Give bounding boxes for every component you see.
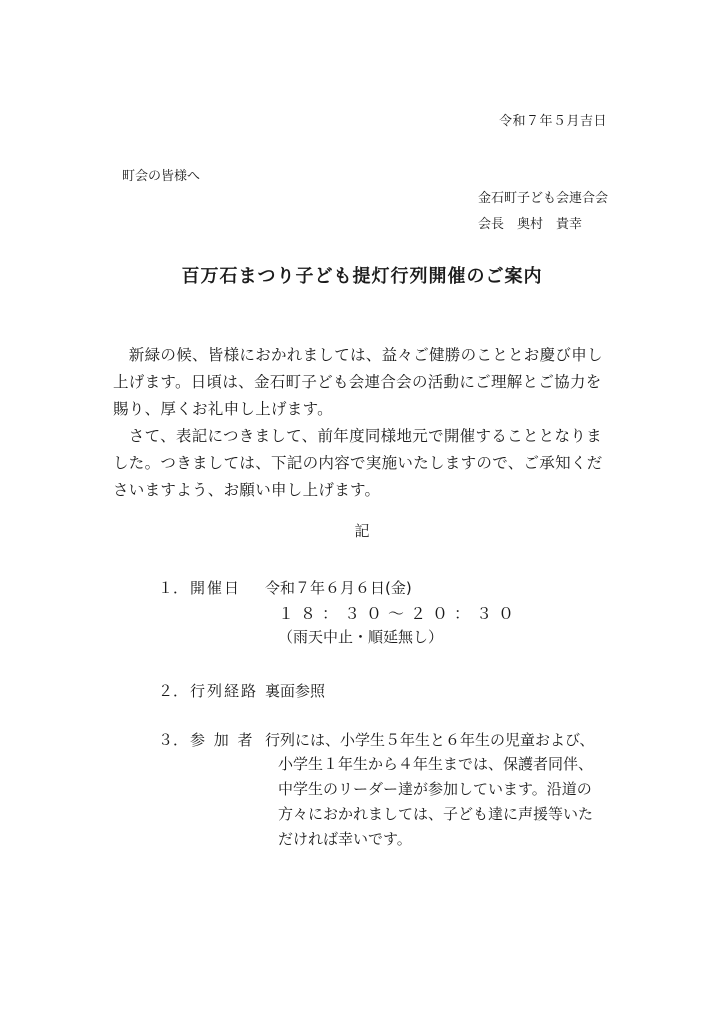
item-1-time: １８：３０～２０：３０ <box>278 604 521 623</box>
sender-name: 会長 奥村 貴幸 <box>478 217 583 232</box>
item-2-label: 行列経路 <box>190 682 259 700</box>
sender-organization: 金石町子ども会連合会 <box>478 191 609 206</box>
item-3-number: ３． <box>158 731 189 749</box>
body-line: さいますよう、お願い申し上げます。 <box>113 481 381 499</box>
item-1-label: 開催日 <box>190 579 242 597</box>
item-1-number: １． <box>158 579 189 597</box>
item-3-line: 小学生１年生から４年生までは、保護者同伴、 <box>278 755 594 773</box>
document-title: 百万石まつり子ども提灯行列開催のご案内 <box>181 266 543 287</box>
body-line: 賜り、厚くお礼申し上げます。 <box>113 400 333 418</box>
addressee: 町会の皆様へ <box>122 169 201 184</box>
body-line: した。つきましては、下記の内容で実施いたしますので、ご承知くだ <box>113 454 603 472</box>
item-3-line: だければ幸いです。 <box>278 830 412 848</box>
body-line: さて、表記につきまして、前年度同様地元で開催することとなりま <box>113 427 602 445</box>
item-3-line: 方々におかれましては、子ども達に声援等いた <box>278 805 594 823</box>
ki-heading: 記 <box>354 522 370 540</box>
document-date: 令和７年５月吉日 <box>499 114 608 129</box>
item-3-line: 中学生のリーダー達が参加しています。沿道の <box>278 780 592 798</box>
item-3-label: 参 加 者 <box>190 731 255 749</box>
body-line: 新緑の候、皆様におかれましては、益々ご健勝のこととお慶び申し <box>113 346 603 364</box>
item-3-line: 行列には、小学生５年生と６年生の児童および、 <box>265 731 595 749</box>
body-line: 上げます。日頃は、金石町子ども会連合会の活動にご理解とご協力を <box>113 373 602 391</box>
item-2-value: 裏面参照 <box>265 682 326 700</box>
item-2-number: ２． <box>158 682 189 700</box>
item-1-date: 令和７年６月６日(金) <box>265 579 412 597</box>
item-1-note: （雨天中止・順延無し） <box>278 628 444 646</box>
